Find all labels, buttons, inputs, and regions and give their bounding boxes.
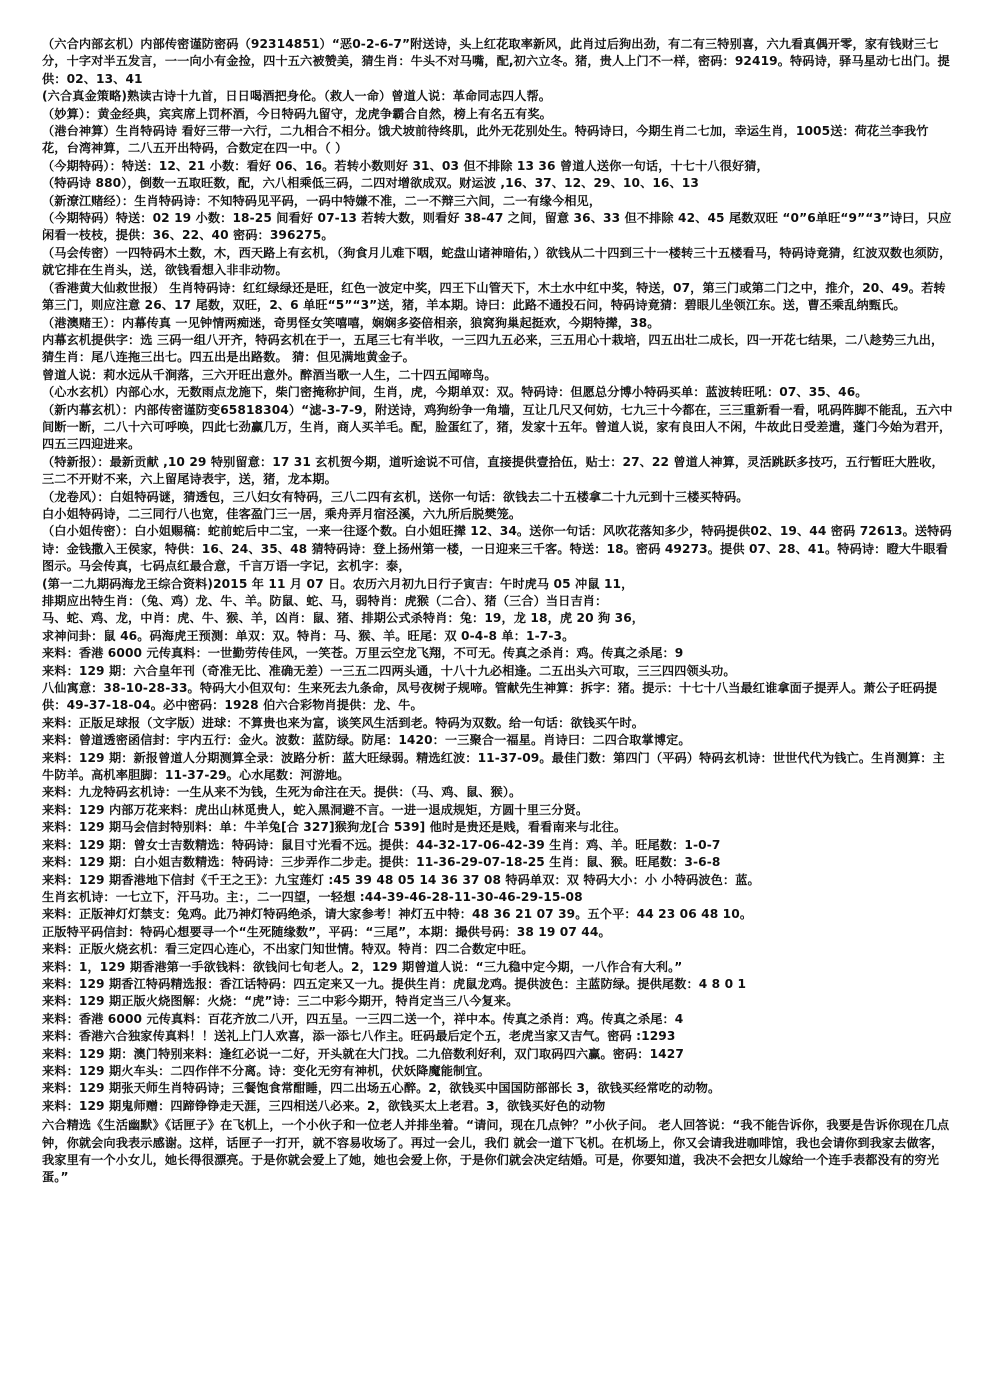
paragraph-mahui-xinfeng: 来料：129 期马会信封特别料：单：牛羊兔[合 327]猴狗龙[合 539] 他时是贵还是贱，看看南来与北往。 xyxy=(42,820,627,835)
paragraph-baxian-yuyi: 八仙寓意：38-10-28-33。特码大小但双句：生来死去九条命，凤号夜树子规啼。管献先生神算：拆字：猪。提示：十七十八当最红谁拿面子提弄人。萧公子旺码提供：49-37-18-04。必中密码：1928 伯六合彩物肖提供：龙、牛。 xyxy=(42,681,938,713)
paragraph-xin-liaojiang-dujing: （新潦江赌经）：生肖特码诗：不知特码见平码，一码中特嫌不准，二一不辩三六间，二一有缘今相见， xyxy=(42,193,602,208)
paragraph-dujia-chuanzhen: 来料：香港六合独家传真料！！送礼上门人欢喜，添一添七八作主。旺码最后定个五，老虎当家又吉气。密码 :1293 xyxy=(42,1029,676,1044)
paragraph-xinbao-zengdaoren: 来料：129 期：新报曾道人分期测算全录：波路分析：蓝大旺绿弱。精选红波：11-37-09。最佳门数：第四门（平码）特码玄机诗：世世代代为钱亡。生肖测算：主牛防羊。高机率胆脚：11-37-29。心水尾数：河游地。 xyxy=(42,750,945,783)
paragraph-long-juanfeng: （龙卷风）：白姐特码谜，猜透包，三八妇女有特码，三八二四有玄机，送你一句话：欲钱去二十五楼拿二十九元到十三楼买特码。 xyxy=(42,489,749,504)
paragraph-paiqi-texiao: 排期应出特生肖：（兔、鸡）龙、牛、羊。防鼠、蛇、马，弱特肖：虎猴（二合）、猪（三合）当日吉肖： xyxy=(42,594,608,608)
paragraph-zeng-nvshi: 来料：129 期：曾女士吉数精选：特码诗：鼠目寸光看不远。提供：44-32-17-06-42-39 生肖：鸡、羊。旺尾数：1-0-7 xyxy=(42,837,721,852)
paragraph-jinqi-tema-2: （今期特码）特送：02 19 小数：18-25 间看好 07-13 若转大数，则看好 38-47 之间，留意 36、33 但不排除 42、45 尾数双旺 “0”6单旺“9”“3”诗曰，只应闲看一枝枝，提供：36、22、40 密码：396275。 xyxy=(42,211,952,243)
paragraph-xin-neimu-xuanji: （新内幕玄机）：内部传密谨防变65818304）“滤-3-7-9，附送诗，鸡狗纷争一角墙，互让几尺又何妨，七九三十今都在，三三重新看一看，吼码阵脚不能乱，五六中间断一断，二八十六可呼唤，四此七劲赢几万，生肖，商人买羊毛。配，脸蛋红了，猪，发家十五年。曾道人说，家有良田人不闲，牛故此日受差遣，蓬门今始为君开，四五三四迎进来。 xyxy=(42,402,953,452)
paragraph-huang-daxian: （香港黄大仙救世报） 生肖特码诗：红红绿绿还是旺，红色一波定中奖，四王下山管天下，木土水中红中奖，特送，07，第三门或第二门之中，推介，20、49。若转第三门，则应注意 26、17 尾数，双旺，2、6 单旺“5”“3”送，猪，羊本期。诗曰：此路不通投石问，特码诗竟猜：碧眼儿坐领江东。送，曹丕乘乱纳甄氏。 xyxy=(42,280,946,313)
paragraph-humor-story: 六合精选《生活幽默》《话匣子》在飞机上，一个小伙子和一位老人并排坐着。“请问，现在几点钟？”小伙子问。 老人回答说：“我不能告诉你，我要是告诉你现在几点钟，你就会向我表示感谢。这样，话匣子一打开，就不容易收场了。再过一会儿，我们 就会一道下飞机。在机场上，你又会请我进咖啡馆，我也会请你到我家去做客，我家里有一个小女儿，她长得很漂亮。于是你就会爱上了她，她也会爱上你，于是你们就会决定结婚。可是，你要知道，我决不会把女儿嫁给一个连手表都没有的穷光蛋。” xyxy=(42,1118,950,1185)
paragraph-laiiao-6000-1: 来料：香港 6000 元传真料：一世勤劳传佳风，一笑苍。万里云空龙飞翔，不可无。传真之杀肖：鸡。传真之杀尾：9 xyxy=(42,646,684,661)
paragraph-tepingma-xinfeng: 正版特平码信封：特码心想要寻一个“生死随缘数”，平码：“三尾”，本期：撮供号码：38 19 07 44。 xyxy=(42,924,611,939)
paragraph-ji-xiao: 马、蛇、鸡、龙，中肖：虎、牛、猴、羊，凶肖：鼠、猪、排期公式杀特肖：兔：19，龙 18，虎 20 狗 36， xyxy=(42,611,645,626)
paragraph-mahui-chuanmi: （马会传密）一四特码木土数，木，西天路上有玄机，（狗食月儿难下咽，蛇盘山诸神暗佑，）欲钱从二十四到三十一楼转三十五楼看马，特码诗竟猜，红波双数也须防，就它排在生肖头，送，欲钱看想入非非动物。 xyxy=(42,245,952,278)
paragraph-guishi-zeng: 来料：129 期鬼师赠：四蹄铮铮走天涯，三四相送八必来。2，欲钱买太上老君。3，欲钱买好色的动物 xyxy=(42,1098,606,1113)
paragraph-qianwang-zhiwang: 来料：129 期香港地下信封《千王之王》：九宝莲灯 :45 39 48 05 14 36 37 08 特码单双：双 特码大小：小 小特码波色：蓝。 xyxy=(42,872,760,887)
paragraph-miao-suan: （妙算）：黄金经典，宾宾席上罚杯酒，今日特码九留守，龙虎争霸合自然，榜上有名五有奖。 xyxy=(42,106,552,121)
paragraph-qiushen-wengua: 求神问卦：鼠 46。码海虎王预测：单双：双。特肖：马、猴、羊。旺尾：双 0-4-8 单：1-7-3。 xyxy=(42,628,575,643)
paragraph-bai-xiaojie-jishu: 来料：129 期：白小姐吉数精选：特码诗：三步弄作二步走。提供：11-36-29-07-18-25 生肖：鼠、猴。旺尾数：3-6-8 xyxy=(42,855,721,870)
paragraph-bai-xiaojie-chuanmi: （白小姐传密）：白小姐赐稿：蛇前蛇后中二宝，一来一往逐个数。白小姐旺撵 12、34。送你一句话：风吹花落知多少，特码提供02、19、44 密码 72613。送特码诗：金钱撒入王侯家，特供：16、24、35、48 猜特码诗：登上扬州第一楼，一日迎来三千客。特送：18。密码 49273。提供 07、28、41。特码诗：瞪大牛眼看图示。马会传真，七码点红最合意，千言万语一字记，玄机字：泰， xyxy=(42,524,952,574)
paragraph-jinqi-tema-1: （今期特码）：特送：12、21 小数：看好 06、16。若转小数则好 31、03 但不排除 13 36 曾道人送你一句话，十七十八很好猜， xyxy=(42,158,769,173)
paragraph-zengdaoren-1: 曾道人说：莉水远从千涧落，三六开旺出意外。醉酒当歌一人生，二十四五闻啼鸟。 xyxy=(42,367,497,382)
paragraph-zhenjin-celue: (六合真金策略)熟读古诗十九首，日日喝酒把身伦。（救人一命）曾道人说：革命同志四人帮。 xyxy=(42,89,552,104)
paragraph-huochetou: 来料：129 期火车头：二四作伴不分离。诗：变化无穷有神机，伏妖降魔能制宜。 xyxy=(42,1063,490,1078)
paragraph-xiangjiang-tema: 来料：129 期香江特码精选报：香江话特码：四五定来又一九。提供生肖：虎鼠龙鸡。提供波色：主蓝防绿。提供尾数：4 8 0 1 xyxy=(42,976,747,991)
paragraph-liuhe-neibu-xuanji: （六合内部玄机）内部传密谨防密码（92314851）“恶0-2-6-7”附送诗，头上红花取率新风，此肖过后狗出劲，有二有三特别喜，六九看真偶开零，家有钱财三七分，十字对半五发言，一一向小有金捡，四十五六被赞美，猜生肖：牛头不对马嘴，配,初六立冬。猪，贵人上门不一样，密码：92419。特码诗，驿马星动七出门。提供：02、13、41 xyxy=(42,37,950,86)
paragraph-te-xinbao: （特新报）：最新贡献 ,10 29 特别留意：17 31 玄机贺今期，道听途说不可信，直接提供壹拾伍，贴士：27、22 曾道人神算，灵活跳跃多技巧，五行暂旺大胜收，三二不开财不来，六上留尾诗表宇，送，猪，龙本期。 xyxy=(42,454,944,487)
paragraph-gangao-duwang: （港澳赌王）：内幕传真 一见钟情两痴迷，奇男怪女笑嘻嘻，娴娴多姿倍相亲，狼窝狗巢起挺欢，今期特撵，38。 xyxy=(42,315,660,330)
paragraph-gangtai-shensuan: （港台神算）生肖特码诗 看好三带一六行，二九相合不相分。饿犬坡前待终肌，此外无花别处生。特码诗曰，今期生肖二七加，幸运生肖，1005送：荷花兰李我竹花，台湾神算，二八五开出特码，合数定在四一中。（ ） xyxy=(42,124,929,156)
paragraph-laiiao-6000-2: 来料：香港 6000 元传真料：百花齐放二八开，四五呈。一三四二送一个，祥中本。传真之杀肖：鸡。传真之杀尾：4 xyxy=(42,1011,684,1026)
paragraph-jiulong-tema: 来料：九龙特码玄机诗：一生从来不为钱，生死为命注在天。提供：（马、鸡、鼠、猴）。 xyxy=(42,785,522,800)
paragraph-diyishou-yuqian: 来料：1，129 期香港第一手欲钱料：欲钱问七旬老人。2，129 期曾道人说：“三九稳中定今期，一八作合有大利。” xyxy=(42,959,683,974)
paragraph-zuqiu-bao: 来料：正版足球报（文字版）进球：不算贵也来为富，谈笑风生活到老。特码为双数。给一句话：欲钱买午时。 xyxy=(42,715,645,730)
paragraph-huoshao-tujie: 来料：129 期正版火烧图解：火烧：“虎”诗：三二中彩今期开，特肖定当三八今复来。 xyxy=(42,994,519,1009)
paragraph-bai-xiaojie-shi: 白小姐特码诗，二三同行八也宽，佳客盈门三一居，乘舟弄月宿泾溪，六九所后脱樊笼。 xyxy=(42,506,522,521)
paragraph-liuhe-huang-niankan: 来料：129 期：六合皇年刊（奇准无比、准确无差）一三五二四两头通，十八十九必相逢。二五出头六可取，三三四四领头功。 xyxy=(42,663,736,678)
paragraph-aomen-lailiao: 来料：129 期：澳门特别来料：逢红必说一二好，开头就在大门找。二九倍数利好利，双门取码四六赢。密码：1427 xyxy=(42,1046,684,1061)
paragraph-shengxiao-xuanji: 生肖玄机诗：一七立下，汗马功。主：，二一四望，一轻想 :44-39-46-28-11-30-46-29-15-08 xyxy=(42,889,583,904)
paragraph-tema-shi-880: （特码诗 880），倒数一五取旺数，配，六八相乘低三码，二四对增欲成双。财运波 ,16、37、12、29、10、16、13 xyxy=(42,176,699,191)
paragraph-maihai-longwang: (第一二九期码海龙王综合资料)2015 年 11 月 07 日。农历六月初九日行子寅吉：午时虎马 05 冲鼠 11， xyxy=(42,576,634,591)
paragraph-neimu-xuanji: 内幕玄机提供字：选 三码一组八开齐，特码玄机在于一，五尾三七有半收，一三四九五必来，三五用心十栽培，四五出壮二成长，四一开花七结果，二八趁势三九出，猜生肖：尾八连拖三出七。四五出是出路数。 猜：但见满地黄金子。 xyxy=(42,332,944,365)
paragraph-zengdao-toumi: 来料：曾道透密函信封：宇内五行：金火。波数：蓝防绿。防尾：1420：一三聚合一福星。肖诗曰：二四合取掌博定。 xyxy=(42,733,691,748)
paragraph-huoshao-xuanji: 来料：正版火烧玄机：看三定四心连心，不出家门知世情。特双。特肖：四二合数定中旺。 xyxy=(42,942,534,957)
paragraph-xinshui-xuanji: （心水玄机）内部心水，无数雨点龙施下，柴门密掩称护间，生肖，虎，今期单双：双。特码诗：但愿总分博小特码买单：蓝波转旺吼：07、35、46。 xyxy=(42,385,868,400)
paragraph-shendeng: 来料：正版神灯灯禁支：兔鸡。此乃神灯特码绝杀，请大家参考！神灯五中特：48 36 21 07 39。五个平：44 23 06 48 10。 xyxy=(42,907,753,922)
paragraph-zhang-tianshi: 来料：129 期张天师生肖特码诗；三餐饱食常酣睡，四二出场五心醉。2，欲钱买中国国防部部长 3，欲钱买经常吃的动物。 xyxy=(42,1081,721,1096)
paragraph-wanhua-lailiao: 来料：129 内部万花来料：虎出山林觅贵人，蛇入黑洞避不言。一进一退成规矩，方圆十里三分贤。 xyxy=(42,802,589,817)
